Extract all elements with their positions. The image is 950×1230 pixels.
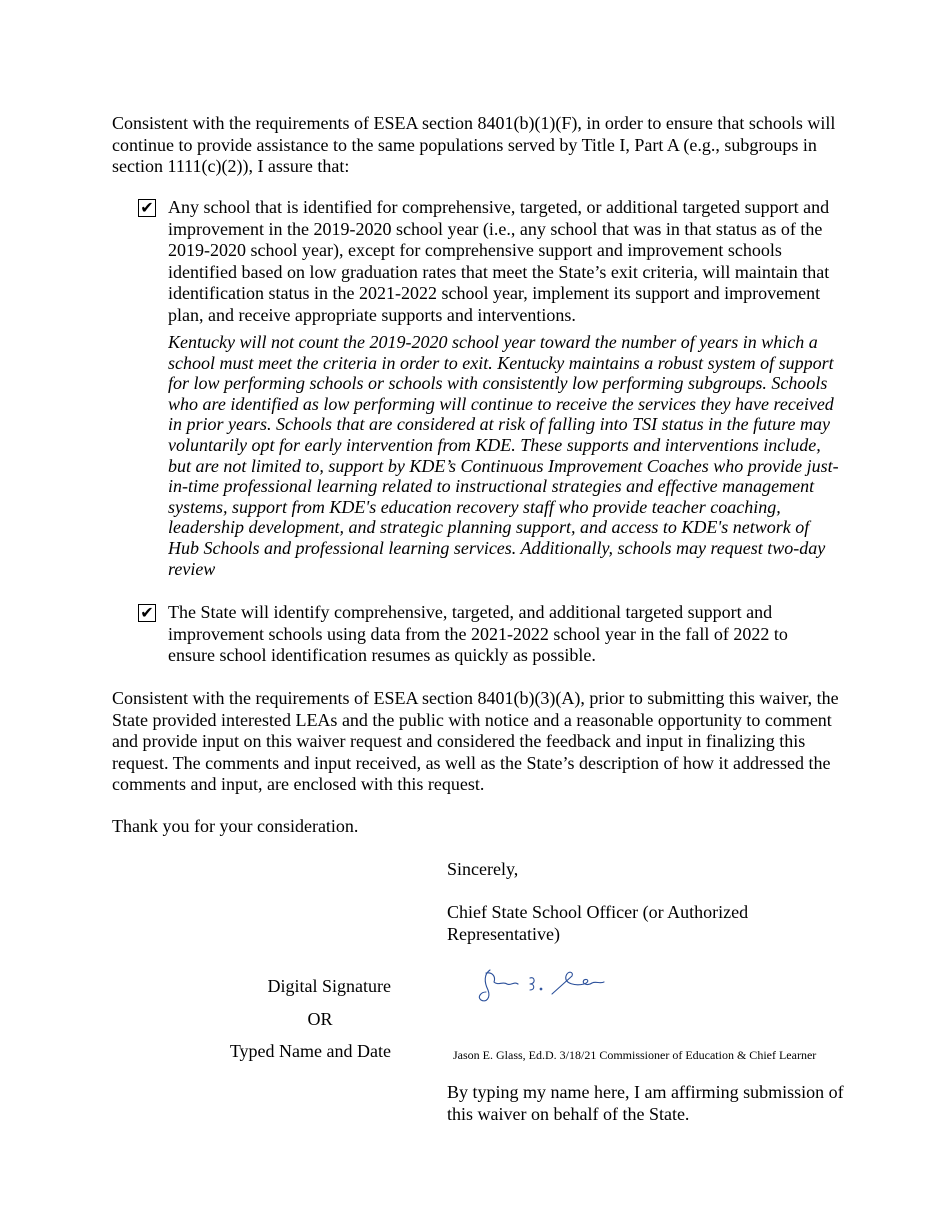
checked-checkbox[interactable]: ✔	[138, 604, 156, 622]
state-response-text: Kentucky will not count the 2019-2020 school year toward the number of years in which a school must meet the criteria in order to exit. Kentucky maintains a robust system of support for low performing schools or schools with consistently low performing subgroups. Schools who are identified as low performing will continue to receive the services they have received in prior years. Schools that are considered at risk of falling into TSI status in the future may voluntarily opt for early intervention from KDE. These supports and interventions include, but are not limited to, support by KDE’s Continuous Improvement Coaches who provide just-in-time professional learning related to instructional strategies and effective management systems, support from KDE's education recovery staff who provide teacher coaching, leadership development, and strategic planning support, and access to KDE's network of Hub Schools and professional learning services. Additionally, schools may request two-day review	[168, 332, 839, 579]
officer-title: Chief State School Officer (or Authorized Representative)	[447, 902, 749, 944]
intro-paragraph: Consistent with the requirements of ESEA section 8401(b)(1)(F), in order to ensure that schools will continue to provide assistance to the same populations served by Title I, Part A (e.g., subgroups in section 1111(c)(2)), I assure that:	[112, 113, 836, 176]
assurance-text-2: The State will identify comprehensive, targeted, and additional targeted support and improvement schools using data from the 2021-2022 school year in the fall of 2022 to ensure school identification resumes as quickly as possible.	[168, 602, 788, 665]
affirmation-text: By typing my name here, I am affirming submission of this waiver on behalf of the State.	[447, 1082, 844, 1124]
consultation-paragraph: Consistent with the requirements of ESEA section 8401(b)(3)(A), prior to submitting this waiver, the State provided interested LEAs and the public with notice and a reasonable opportunity to comment and provide input on this waiver request and considered the feedback and input in finalizing this request. The comments and input received, as well as the State’s description of how it addressed the comments and input, are enclosed with this request.	[112, 688, 839, 794]
thanks-line: Thank you for your consideration.	[112, 816, 359, 836]
handwritten-signature	[472, 962, 612, 1008]
typed-name-value: Jason E. Glass, Ed.D. 3/18/21 Commissioner of Education & Chief Learner	[453, 1048, 817, 1062]
checked-checkbox[interactable]: ✔	[138, 199, 156, 217]
closing-line: Sincerely,	[447, 859, 519, 879]
typed-name-date-label: Typed Name and Date	[229, 1041, 391, 1061]
or-label: OR	[307, 1009, 333, 1029]
digital-signature-label: Digital Signature	[267, 976, 391, 996]
assurance-text-1: Any school that is identified for comprehensive, targeted, or additional targeted support and improvement in the 2019-2020 school year (i.e., any school that was in that status as of the 2019-2020 school year), except for comprehensive support and improvement schools identified based on low graduation rates that meet the State’s exit criteria, will maintain that identification status in the 2021-2022 school year, implement its support and improvement plan, and receive appropriate supports and interventions.	[168, 197, 830, 325]
